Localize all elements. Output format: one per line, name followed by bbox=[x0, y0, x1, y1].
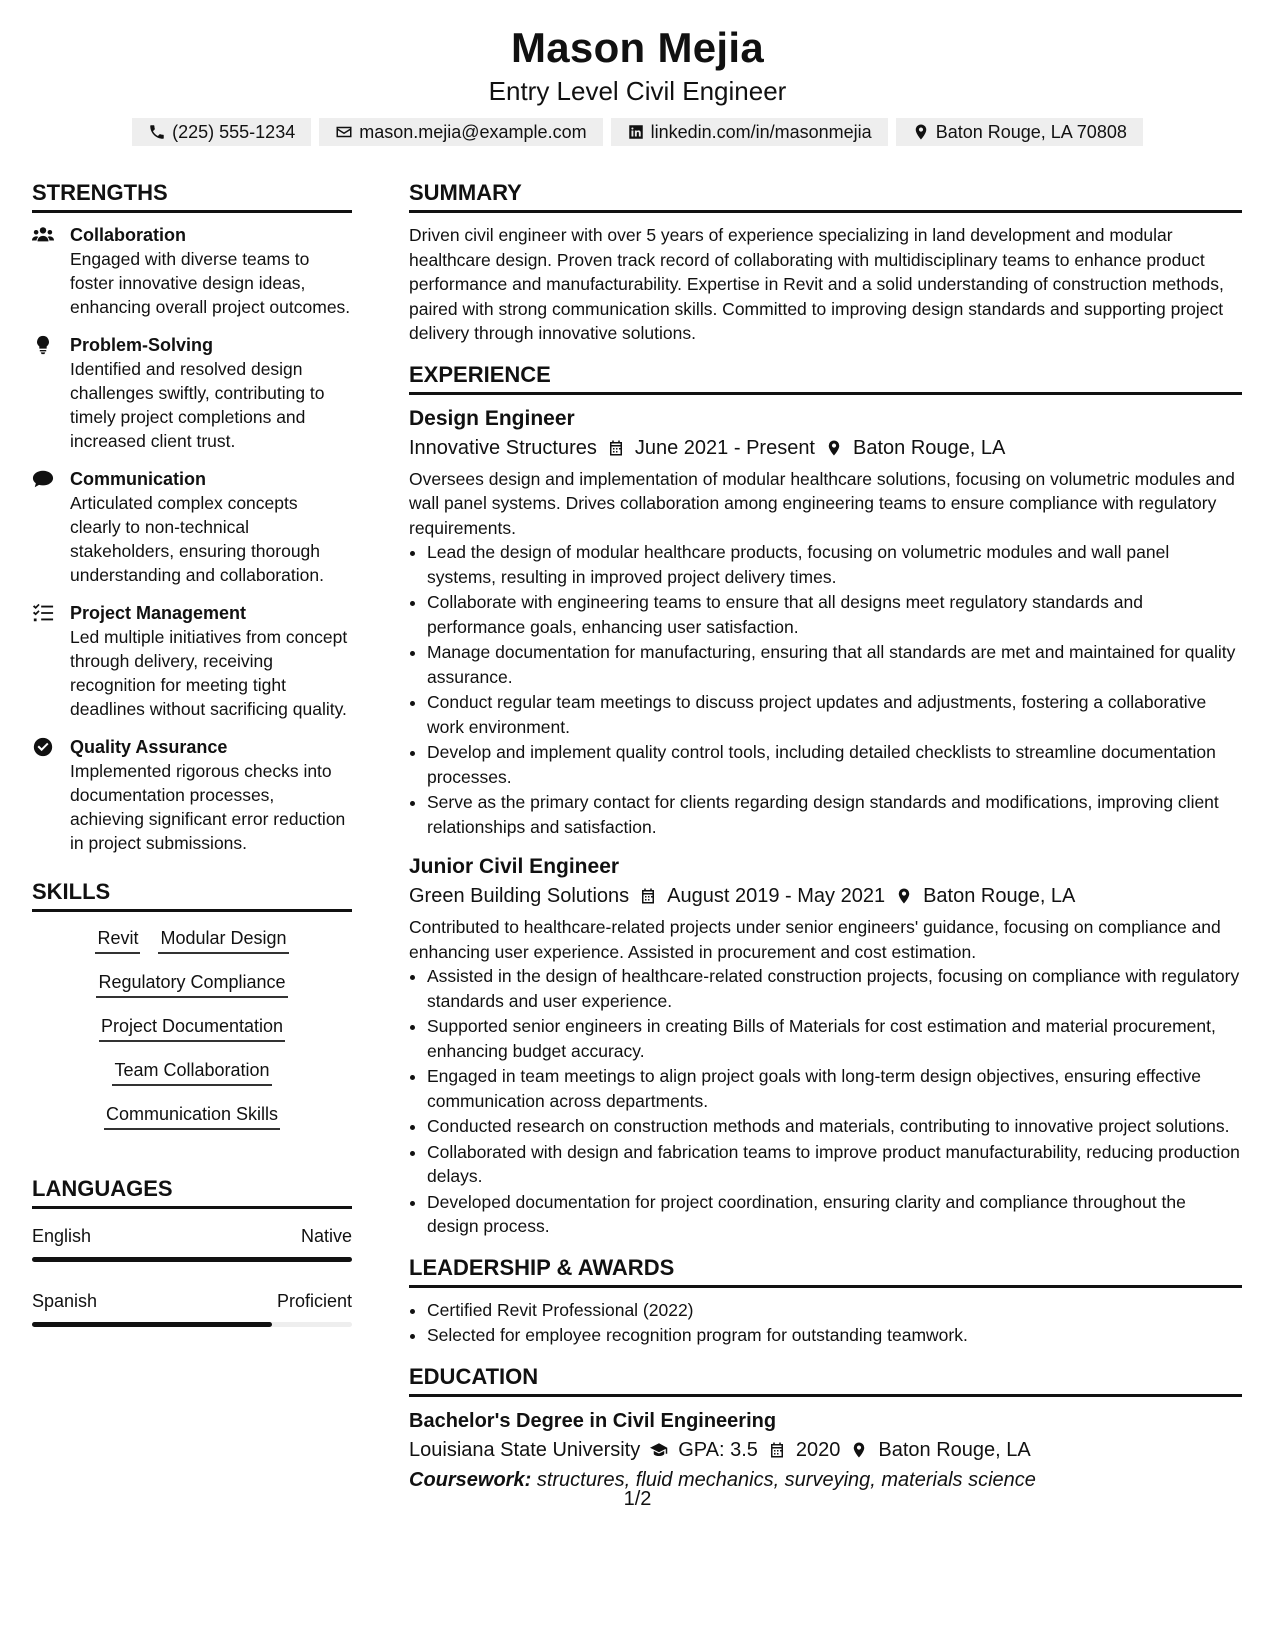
gpa: GPA: 3.5 bbox=[678, 1438, 758, 1461]
list-item: • Supported senior engineers in creating Bills of Materials for cost estimation and material procurement, enhancing budget accuracy. bbox=[427, 1014, 1242, 1063]
language-name: Spanish bbox=[32, 1291, 98, 1311]
contact-phone[interactable] bbox=[132, 118, 311, 146]
phone-icon bbox=[148, 123, 166, 141]
location-icon bbox=[850, 1441, 868, 1459]
strength-item bbox=[32, 735, 352, 855]
awards-list bbox=[409, 1298, 1242, 1348]
contact-bar bbox=[0, 118, 1275, 146]
list-item: • Selected for employee recognition program for outstanding teamwork. bbox=[427, 1323, 1242, 1348]
graduation-year: 2020 bbox=[795, 1438, 841, 1461]
list-item: • Certified Revit Professional (2022) bbox=[427, 1298, 1242, 1323]
strength-name: Problem-Solving bbox=[70, 335, 214, 355]
email-icon bbox=[335, 123, 353, 141]
skills-title: SKILLS bbox=[32, 877, 352, 912]
right-column bbox=[409, 178, 1242, 1495]
location-icon bbox=[895, 887, 913, 905]
language-proficiency-bar bbox=[32, 1257, 352, 1262]
list-item: • Collaborated with design and fabrication teams to improve product manufacturability, reducing production delays. bbox=[427, 1140, 1242, 1189]
list-item: • Developed documentation for project coordination, ensuring clarity and compliance throughout the design process. bbox=[427, 1190, 1242, 1239]
job-description: Contributed to healthcare-related projects under senior engineers' guidance, focusing on compliance and enhancing user experience. Assisted in procurement and cost estimation. bbox=[409, 917, 1221, 962]
awards-title: LEADERSHIP & AWARDS bbox=[409, 1253, 1242, 1288]
job-company: Innovative Structures bbox=[409, 436, 597, 459]
linkedin-icon bbox=[627, 123, 645, 141]
strength-item bbox=[32, 223, 352, 319]
calendar-icon bbox=[639, 887, 657, 905]
graduation-cap-icon bbox=[650, 1441, 668, 1459]
skill-tag: Communication Skills bbox=[104, 1102, 280, 1130]
job-meta bbox=[409, 881, 1242, 911]
candidate-title: Entry Level Civil Engineer bbox=[488, 76, 787, 106]
calendar-icon bbox=[607, 439, 625, 457]
list-item: • Conducted research on construction methods and materials, contributing to innovative project solutions. bbox=[427, 1114, 1242, 1139]
job-entry bbox=[409, 405, 1242, 840]
strength-desc: Implemented rigorous checks into documentation processes, achieving significant error reduction in project submissions. bbox=[70, 761, 346, 853]
job-dates: June 2021 - Present bbox=[634, 436, 815, 459]
job-location: Baton Rouge, LA bbox=[853, 436, 1006, 459]
strength-item bbox=[32, 467, 352, 587]
page-number: 1/2 bbox=[623, 1488, 652, 1510]
strength-item bbox=[32, 601, 352, 721]
school-name: Louisiana State University bbox=[409, 1438, 641, 1461]
education-title: EDUCATION bbox=[409, 1362, 1242, 1397]
location-icon bbox=[912, 123, 930, 141]
school-location: Baton Rouge, LA bbox=[878, 1438, 1031, 1461]
language-name: English bbox=[32, 1226, 92, 1246]
language-level: Native bbox=[300, 1226, 352, 1246]
tasks-icon bbox=[32, 603, 56, 623]
contact-email[interactable] bbox=[319, 118, 602, 146]
comment-icon bbox=[32, 469, 56, 489]
skill-tag: Project Documentation bbox=[99, 1014, 285, 1042]
summary-title: SUMMARY bbox=[409, 178, 1242, 213]
strength-desc: Engaged with diverse teams to foster innovative design ideas, enhancing overall project outcomes. bbox=[70, 249, 351, 317]
list-item: • Lead the design of modular healthcare products, focusing on volumetric modules and wall panel systems, resulting in improved project delivery times. bbox=[427, 540, 1242, 589]
job-description: Oversees design and implementation of modular healthcare solutions, focusing on volumetric modules and wall panel systems. Drives collaboration among engineering teams to ensure compliance with regulatory requirements. bbox=[409, 468, 1235, 538]
list-item: • Develop and implement quality control tools, including detailed checklists to streamline documentation processes. bbox=[427, 740, 1242, 789]
summary-text: Driven civil engineer with over 5 years of experience specializing in land development and modular healthcare design. Proven track record of collaborating with multidisciplinary teams to enhance product performance and manufacturability. Expertise in Revit and a solid understanding of construction methods, paired with strong communication skills. Committed to improving design standards and supporting project delivery through innovative solutions. bbox=[409, 225, 1224, 343]
education-meta bbox=[409, 1435, 1242, 1465]
list-item: • Engaged in team meetings to align project goals with long-term design objectives, ensuring effective communication across departments. bbox=[427, 1064, 1242, 1113]
coursework-label: Coursework: bbox=[409, 1468, 532, 1491]
language-row bbox=[32, 1223, 352, 1249]
skill-tag: Regulatory Compliance bbox=[96, 970, 287, 998]
language-proficiency-bar bbox=[32, 1322, 352, 1327]
contact-linkedin[interactable] bbox=[611, 118, 888, 146]
job-location: Baton Rouge, LA bbox=[923, 885, 1076, 907]
strength-name: Quality Assurance bbox=[70, 737, 228, 757]
phone-text: (225) 555-1234 bbox=[172, 121, 296, 142]
job-bullets bbox=[409, 540, 1242, 839]
skills-list bbox=[32, 926, 352, 1130]
users-icon bbox=[32, 225, 56, 245]
experience-title: EXPERIENCE bbox=[409, 360, 1242, 395]
strength-name: Collaboration bbox=[70, 225, 186, 245]
list-item: • Collaborate with engineering teams to ensure that all designs meet regulatory standards and performance goals, enhancing user satisfaction. bbox=[427, 590, 1242, 639]
languages-title: LANGUAGES bbox=[32, 1174, 352, 1209]
job-company: Green Building Solutions bbox=[409, 885, 630, 907]
language-level: Proficient bbox=[276, 1291, 352, 1311]
coursework-list: structures, fluid mechanics, surveying, materials science bbox=[536, 1468, 1036, 1491]
languages-list bbox=[32, 1223, 352, 1327]
contact-location bbox=[896, 118, 1143, 146]
skill-tag: Revit bbox=[95, 926, 140, 954]
calendar-icon bbox=[768, 1441, 786, 1459]
email-text: mason.mejia@example.com bbox=[359, 121, 587, 142]
location-text: Baton Rouge, LA 70808 bbox=[935, 121, 1127, 142]
list-item: • Manage documentation for manufacturing, ensuring that all standards are met and maintained for quality assurance. bbox=[427, 640, 1242, 689]
job-dates: August 2019 - May 2021 bbox=[667, 885, 886, 907]
list-item: • Serve as the primary contact for clients regarding design standards and modifications, improving client relationships and satisfaction. bbox=[427, 790, 1242, 839]
job-bullets bbox=[409, 964, 1242, 1239]
strengths-title: STRENGTHS bbox=[32, 178, 352, 213]
strength-item bbox=[32, 333, 352, 453]
linkedin-text: linkedin.com/in/masonmejia bbox=[650, 121, 872, 142]
strength-name: Project Management bbox=[70, 603, 247, 623]
language-proficiency-fill bbox=[32, 1322, 272, 1327]
job-title: Junior Civil Engineer bbox=[409, 855, 620, 878]
strength-desc: Led multiple initiatives from concept through delivery, receiving recognition for meeting tight deadlines without sacrificing quality. bbox=[70, 627, 348, 719]
list-item: • Conduct regular team meetings to discuss project updates and adjustments, fostering a collaborative work environment. bbox=[427, 690, 1242, 739]
strength-desc: Articulated complex concepts clearly to non-technical stakeholders, ensuring thorough understanding and collaboration. bbox=[70, 493, 324, 585]
language-row bbox=[32, 1288, 352, 1314]
left-column bbox=[32, 178, 352, 1353]
location-icon bbox=[825, 439, 843, 457]
strength-name: Communication bbox=[70, 469, 207, 489]
strength-desc: Identified and resolved design challenges swiftly, contributing to timely project completions and increased client trust. bbox=[70, 359, 325, 451]
job-title: Design Engineer bbox=[409, 406, 575, 430]
lightbulb-icon bbox=[32, 335, 56, 355]
degree-title: Bachelor's Degree in Civil Engineering bbox=[409, 1409, 777, 1432]
language-proficiency-fill bbox=[32, 1257, 352, 1262]
check-circle-icon bbox=[32, 737, 56, 757]
skill-tag: Team Collaboration bbox=[112, 1058, 271, 1086]
candidate-name: Mason Mejia bbox=[510, 24, 765, 71]
job-entry bbox=[409, 853, 1242, 1239]
list-item: • Assisted in the design of healthcare-related construction projects, focusing on compliance with regulatory standards and user experience. bbox=[427, 964, 1242, 1013]
resume-header bbox=[0, 22, 1275, 146]
job-meta bbox=[409, 433, 1242, 463]
skill-tag: Modular Design bbox=[158, 926, 288, 954]
